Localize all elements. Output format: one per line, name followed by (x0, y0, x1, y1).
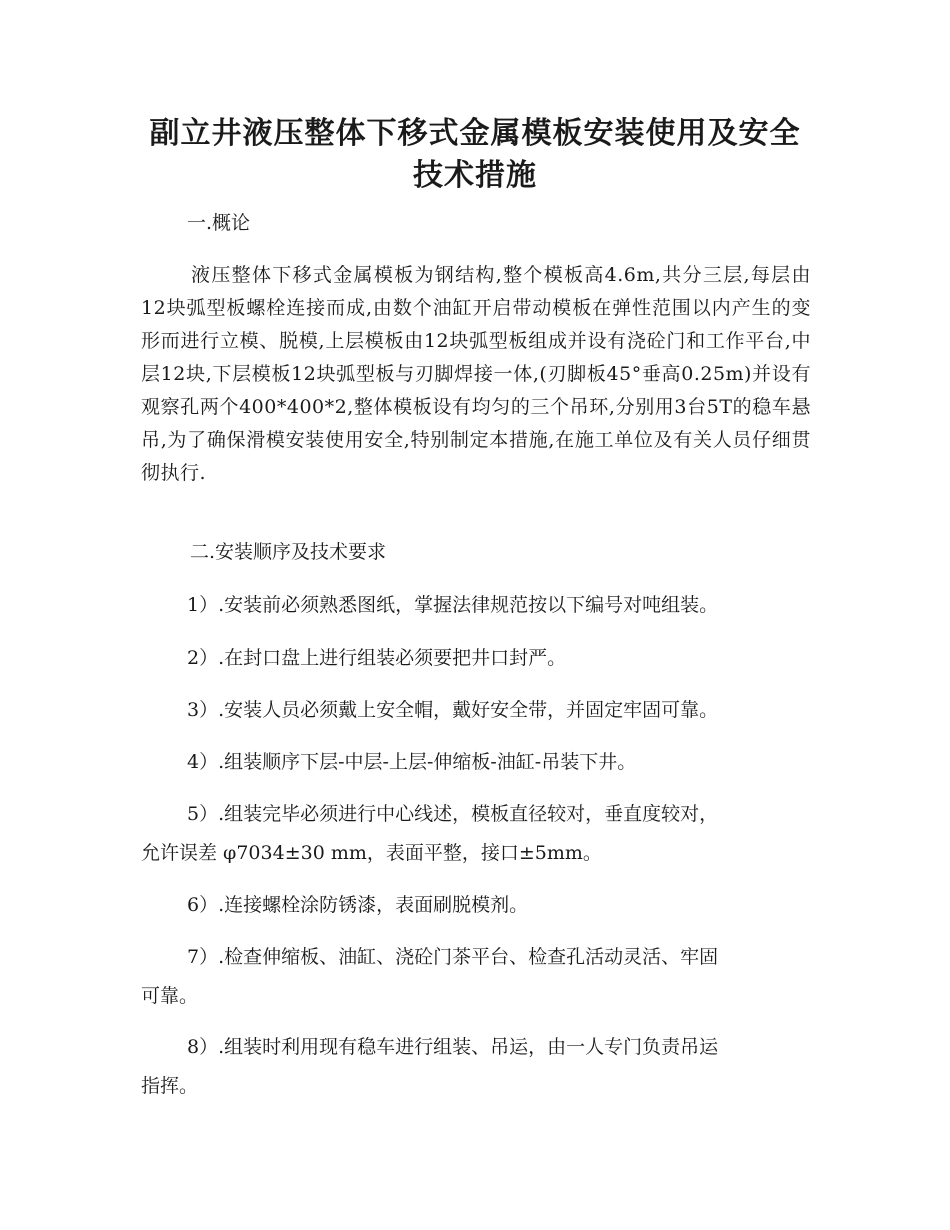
list-item-8-line-2: 指挥。 (141, 1075, 199, 1097)
document-title-line-1: 副立井液压整体下移式金属模板安装使用及安全 (149, 116, 801, 151)
list-item-8-line-1: 8）.组装时利用现有稳车进行组装、吊运，由一人专门负责吊运 (187, 1036, 719, 1058)
document-title-line-2: 技术措施 (413, 158, 537, 193)
list-item-6: 6）.连接螺栓涂防锈漆，表面刷脱模剂。 (187, 894, 529, 916)
list-item-3: 3）.安装人员必须戴上安全帽，戴好安全带，并固定牢固可靠。 (187, 699, 719, 721)
section-heading-overview: 一.概论 (187, 212, 251, 234)
section-heading-installation: 二.安装顺序及技术要求 (190, 541, 387, 563)
list-item-5-line-2: 允许误差 φ7034±30 mm，表面平整，接口±5mm。 (141, 842, 602, 864)
list-item-1: 1）.安装前必须熟悉图纸，掌握法律规范按以下编号对吨组装。 (187, 594, 719, 616)
list-item-7-line-2: 可靠。 (141, 985, 199, 1007)
list-item-7-line-1: 7）.检查伸缩板、油缸、浇砼门茶平台、检查孔活动灵活、牢固 (187, 946, 719, 968)
list-item-5-line-1: 5）.组装完毕必须进行中心线述，模板直径较对，垂直度较对， (187, 803, 719, 825)
list-item-4: 4）.组装顺序下层-中层-上层-伸缩板-油缸-吊装下井。 (187, 751, 637, 773)
overview-paragraph: 液压整体下移式金属模板为钢结构,整个模板高4.6m,共分三层,每层由12块弧型板螺栓连接而成,由数个油缸开启带动模板在弹性范围以内产生的变形而进行立模、脱模,上层模板由12块弧型板组成并设有浇砼门和工作平台,中层12块,下层模板12块弧型板与刃脚焊接一体,(刃脚板45°垂高0.25m)并设有观察孔两个400*400*2,整体模板设有均匀的三个吊环,分别用3台5T的稳车悬吊,为了确保滑模安装使用安全,特别制定本措施,在施工单位及有关人员仔细贯彻执行. (141, 264, 811, 484)
list-item-2: 2）.在封口盘上进行组装必须要把井口封严。 (187, 647, 567, 669)
